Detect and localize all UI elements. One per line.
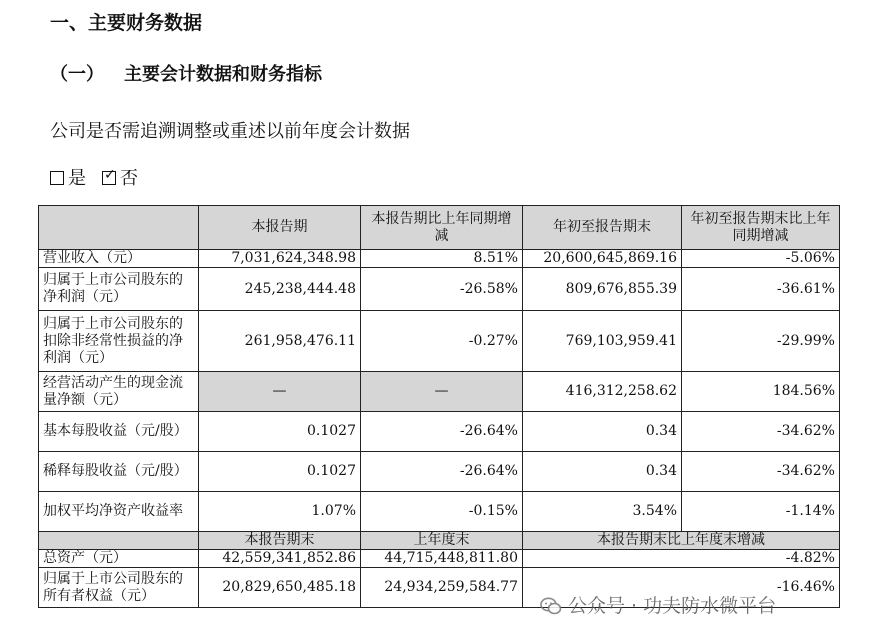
value-cell: 1.07% — [199, 492, 361, 532]
value-cell: 8.51% — [361, 250, 523, 268]
row-label: 稀释每股收益（元/股） — [39, 452, 199, 492]
option-yes-label: 是 — [68, 168, 86, 189]
header-cell: 本报告期末比上年度末增减 — [523, 532, 840, 550]
header-cell: 本报告期比上年同期增减 — [361, 206, 523, 250]
watermark — [540, 591, 776, 618]
value-cell: -26.64% — [361, 412, 523, 452]
value-cell: 0.1027 — [199, 452, 361, 492]
option-no-label: 否 — [120, 168, 138, 189]
subsection-heading — [50, 60, 322, 86]
table-row — [39, 412, 840, 452]
row-label: 总资产（元） — [39, 550, 199, 568]
value-cell: — — [199, 372, 361, 412]
value-cell: -34.62% — [682, 412, 840, 452]
value-cell: 20,600,645,869.16 — [523, 250, 682, 268]
checkbox-no[interactable] — [102, 171, 116, 185]
row-label: 归属于上市公司股东的净利润（元） — [39, 268, 199, 311]
table-row — [39, 452, 840, 492]
value-cell: -1.14% — [682, 492, 840, 532]
value-cell: 769,103,959.41 — [523, 311, 682, 372]
restatement-question: 公司是否需追溯调整或重述以前年度会计数据 — [50, 121, 410, 142]
value-cell: -36.61% — [682, 268, 840, 311]
value-cell: 245,238,444.48 — [199, 268, 361, 311]
header-cell — [39, 532, 199, 550]
value-cell: 44,715,448,811.80 — [361, 550, 523, 568]
value-cell: -4.82% — [523, 550, 840, 568]
row-label: 加权平均净资产收益率 — [39, 492, 199, 532]
value-cell: 0.34 — [523, 412, 682, 452]
row-label: 归属于上市公司股东的所有者权益（元） — [39, 568, 199, 608]
header-cell: 上年度末 — [361, 532, 523, 550]
value-cell: -0.27% — [361, 311, 523, 372]
value-cell: 24,934,259,584.77 — [361, 568, 523, 608]
checkbox-yes[interactable] — [50, 171, 64, 185]
header-cell: 本报告期末 — [199, 532, 361, 550]
section-heading: 一、主要财务数据 — [50, 12, 203, 34]
watermark-text: 公众号 · 功夫防水微平台 — [568, 595, 777, 617]
value-cell: 42,559,341,852.86 — [199, 550, 361, 568]
value-cell: 416,312,258.62 — [523, 372, 682, 412]
value-cell: -16.46% — [523, 568, 840, 608]
table-header-row — [39, 206, 840, 250]
value-cell: 809,676,855.39 — [523, 268, 682, 311]
table-header-row — [39, 532, 840, 550]
row-label: 经营活动产生的现金流量净额（元） — [39, 372, 199, 412]
table-row — [39, 492, 840, 532]
table-row — [39, 268, 840, 311]
wechat-icon — [540, 597, 562, 615]
row-label: 基本每股收益（元/股） — [39, 412, 199, 452]
value-cell: -5.06% — [682, 250, 840, 268]
value-cell: 3.54% — [523, 492, 682, 532]
row-label: 归属于上市公司股东的扣除非经常性损益的净利润（元） — [39, 311, 199, 372]
value-cell: -29.99% — [682, 311, 840, 372]
value-cell: 184.56% — [682, 372, 840, 412]
table-row — [39, 372, 840, 412]
value-cell: 261,958,476.11 — [199, 311, 361, 372]
financial-data-table — [38, 205, 840, 608]
value-cell: — — [361, 372, 523, 412]
value-cell: -34.62% — [682, 452, 840, 492]
restatement-options — [50, 164, 138, 190]
table-row — [39, 250, 840, 268]
table-row — [39, 311, 840, 372]
header-cell: 年初至报告期末比上年同期增减 — [682, 206, 840, 250]
value-cell: -26.58% — [361, 268, 523, 311]
subsection-number: （一） — [50, 64, 104, 85]
value-cell: 20,829,650,485.18 — [199, 568, 361, 608]
value-cell: -26.64% — [361, 452, 523, 492]
value-cell: -0.15% — [361, 492, 523, 532]
value-cell: 0.1027 — [199, 412, 361, 452]
header-cell: 本报告期 — [199, 206, 361, 250]
table-row — [39, 550, 840, 568]
header-cell — [39, 206, 199, 250]
value-cell: 0.34 — [523, 452, 682, 492]
header-cell: 年初至报告期末 — [523, 206, 682, 250]
value-cell: 7,031,624,348.98 — [199, 250, 361, 268]
subsection-title: 主要会计数据和财务指标 — [124, 64, 322, 85]
row-label: 营业收入（元） — [39, 250, 199, 268]
